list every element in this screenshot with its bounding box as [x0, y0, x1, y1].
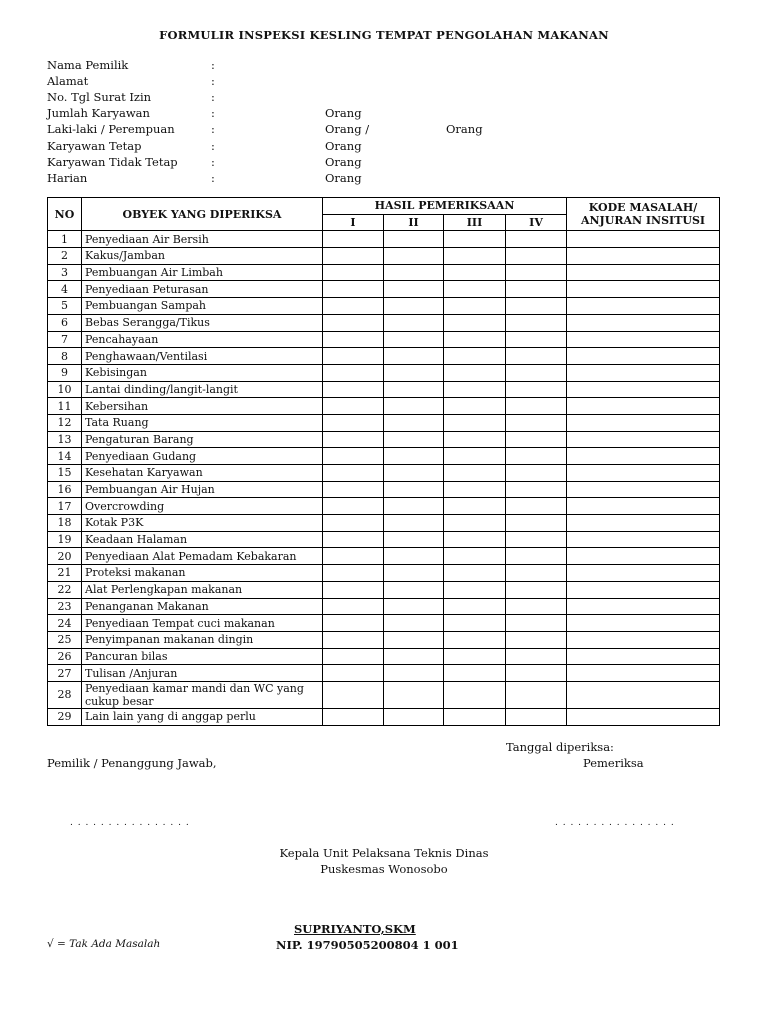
result-cell	[506, 398, 567, 415]
table-row	[48, 648, 720, 665]
result-cell	[384, 581, 444, 598]
col-kode-header: KODE MASALAH/ ANJURAN INSITUSI	[567, 198, 720, 231]
row-object: Overcrowding	[82, 498, 323, 515]
row-number: 25	[48, 631, 82, 648]
col-hasil-header: HASIL PEMERIKSAAN	[323, 198, 567, 215]
result-cell	[506, 631, 567, 648]
row-number: 24	[48, 615, 82, 632]
kode-cell	[567, 431, 720, 448]
kode-cell	[567, 708, 720, 725]
result-cell	[444, 515, 506, 532]
kode-cell	[567, 581, 720, 598]
table-row	[48, 665, 720, 682]
kode-cell	[567, 448, 720, 465]
result-cell	[323, 498, 384, 515]
result-cell	[444, 631, 506, 648]
result-cell	[444, 331, 506, 348]
result-cell	[444, 281, 506, 298]
kode-cell	[567, 231, 720, 248]
result-cell	[323, 615, 384, 632]
sub-col-iv: IV	[506, 214, 567, 231]
result-cell	[506, 331, 567, 348]
table-row	[48, 248, 720, 265]
row-number: 26	[48, 648, 82, 665]
result-cell	[384, 431, 444, 448]
result-cell	[384, 264, 444, 281]
official-nip: NIP. 19790505200804 1 001	[276, 938, 459, 952]
table-row	[48, 314, 720, 331]
result-cell	[444, 615, 506, 632]
col-no-header: NO	[48, 198, 82, 231]
row-object: Pembuangan Sampah	[82, 298, 323, 315]
row-object: Tulisan /Anjuran	[82, 665, 323, 682]
row-object: Penyimpanan makanan dingin	[82, 631, 323, 648]
table-row	[48, 414, 720, 431]
kode-cell	[567, 598, 720, 615]
result-cell	[323, 448, 384, 465]
result-cell	[384, 398, 444, 415]
row-object: Kotak P3K	[82, 515, 323, 532]
kode-cell	[567, 631, 720, 648]
official-name: SUPRIYANTO,SKM	[294, 922, 416, 936]
kepala-title-line2: Puskesmas Wonosobo	[320, 862, 448, 876]
result-cell	[444, 298, 506, 315]
pemilik-label: Pemilik / Penanggung Jawab,	[47, 756, 217, 770]
result-cell	[444, 681, 506, 708]
result-cell	[323, 631, 384, 648]
result-cell	[444, 448, 506, 465]
table-row	[48, 681, 720, 708]
result-cell	[384, 498, 444, 515]
result-cell	[384, 298, 444, 315]
row-number: 2	[48, 248, 82, 265]
field-label: Laki-laki / Perempuan	[47, 122, 175, 137]
result-cell	[323, 648, 384, 665]
result-cell	[384, 681, 444, 708]
row-object: Proteksi makanan	[82, 565, 323, 582]
result-cell	[444, 364, 506, 381]
table-row	[48, 581, 720, 598]
row-number: 14	[48, 448, 82, 465]
table-row	[48, 615, 720, 632]
row-object: Penyediaan Peturasan	[82, 281, 323, 298]
result-cell	[444, 598, 506, 615]
result-cell	[444, 465, 506, 482]
table-row	[48, 515, 720, 532]
row-number: 6	[48, 314, 82, 331]
result-cell	[323, 398, 384, 415]
tanggal-diperiksa-label: Tanggal diperiksa:	[506, 740, 614, 754]
kode-cell	[567, 615, 720, 632]
field-unit: Orang /	[325, 122, 370, 137]
table-row	[48, 631, 720, 648]
result-cell	[384, 565, 444, 582]
table-row	[48, 348, 720, 365]
kode-cell	[567, 531, 720, 548]
result-cell	[444, 548, 506, 565]
field-label: No. Tgl Surat Izin	[47, 90, 152, 105]
result-cell	[506, 531, 567, 548]
result-cell	[323, 381, 384, 398]
row-object: Pencahayaan	[82, 331, 323, 348]
owner-signature-line: . . . . . . . . . . . . . . . .	[70, 818, 190, 828]
row-number: 16	[48, 481, 82, 498]
result-cell	[444, 498, 506, 515]
result-cell	[384, 364, 444, 381]
row-object: Pembuangan Air Hujan	[82, 481, 323, 498]
field-unit: Orang	[325, 138, 362, 153]
row-number: 27	[48, 665, 82, 682]
result-cell	[384, 648, 444, 665]
sub-col-iii: III	[444, 214, 506, 231]
result-cell	[506, 615, 567, 632]
result-cell	[444, 348, 506, 365]
table-row	[48, 481, 720, 498]
table-row	[48, 531, 720, 548]
kode-cell	[567, 264, 720, 281]
row-number: 17	[48, 498, 82, 515]
result-cell	[506, 648, 567, 665]
result-cell	[444, 648, 506, 665]
kode-cell	[567, 498, 720, 515]
result-cell	[384, 615, 444, 632]
kode-cell	[567, 481, 720, 498]
result-cell	[444, 381, 506, 398]
table-row	[48, 465, 720, 482]
result-cell	[444, 581, 506, 598]
sub-col-ii: II	[384, 214, 444, 231]
row-number: 12	[48, 414, 82, 431]
row-object: Penyediaan Gudang	[82, 448, 323, 465]
field-unit: Orang	[325, 106, 362, 121]
result-cell	[444, 398, 506, 415]
result-cell	[384, 548, 444, 565]
result-cell	[444, 314, 506, 331]
row-number: 13	[48, 431, 82, 448]
result-cell	[384, 331, 444, 348]
result-cell	[323, 565, 384, 582]
result-cell	[323, 581, 384, 598]
table-row	[48, 565, 720, 582]
field-label: Karyawan Tetap	[47, 138, 142, 153]
result-cell	[506, 281, 567, 298]
result-cell	[323, 515, 384, 532]
row-object: Penyediaan Air Bersih	[82, 231, 323, 248]
result-cell	[506, 414, 567, 431]
row-object: Pancuran bilas	[82, 648, 323, 665]
result-cell	[506, 364, 567, 381]
result-cell	[384, 598, 444, 615]
result-cell	[384, 348, 444, 365]
result-cell	[323, 264, 384, 281]
result-cell	[506, 498, 567, 515]
row-number: 23	[48, 598, 82, 615]
row-number: 11	[48, 398, 82, 415]
result-cell	[506, 515, 567, 532]
inspector-signature-line: . . . . . . . . . . . . . . . .	[555, 818, 675, 828]
result-cell	[506, 665, 567, 682]
result-cell	[323, 665, 384, 682]
row-object: Kesehatan Karyawan	[82, 465, 323, 482]
row-object: Kebisingan	[82, 364, 323, 381]
row-object: Penyediaan Alat Pemadam Kebakaran	[82, 548, 323, 565]
row-object: Tata Ruang	[82, 414, 323, 431]
row-object: Kakus/Jamban	[82, 248, 323, 265]
field-colon: :	[211, 154, 215, 169]
table-row	[48, 548, 720, 565]
result-cell	[506, 314, 567, 331]
kode-cell	[567, 665, 720, 682]
result-cell	[384, 465, 444, 482]
result-cell	[323, 298, 384, 315]
kode-cell	[567, 381, 720, 398]
result-cell	[323, 364, 384, 381]
result-cell	[506, 481, 567, 498]
kepala-title-line1: Kepala Unit Pelaksana Teknis Dinas	[279, 846, 489, 860]
result-cell	[323, 348, 384, 365]
row-number: 7	[48, 331, 82, 348]
result-cell	[323, 465, 384, 482]
row-object: Keadaan Halaman	[82, 531, 323, 548]
result-cell	[444, 565, 506, 582]
kode-cell	[567, 314, 720, 331]
row-number: 8	[48, 348, 82, 365]
result-cell	[506, 581, 567, 598]
field-label: Nama Pemilik	[47, 58, 129, 72]
result-cell	[384, 248, 444, 265]
result-cell	[444, 481, 506, 498]
kode-cell	[567, 648, 720, 665]
field-label: Alamat	[47, 74, 89, 89]
result-cell	[384, 231, 444, 248]
row-number: 18	[48, 515, 82, 532]
result-cell	[506, 381, 567, 398]
result-cell	[384, 631, 444, 648]
table-header-row	[48, 198, 720, 215]
result-cell	[506, 681, 567, 708]
kode-cell	[567, 298, 720, 315]
result-cell	[506, 465, 567, 482]
field-label: Harian	[47, 170, 88, 185]
field-label: Karyawan Tidak Tetap	[47, 154, 178, 169]
row-object: Alat Perlengkapan makanan	[82, 581, 323, 598]
result-cell	[444, 431, 506, 448]
result-cell	[506, 264, 567, 281]
kode-cell	[567, 515, 720, 532]
result-cell	[384, 515, 444, 532]
table-row	[48, 281, 720, 298]
row-object: Lain lain yang di anggap perlu	[82, 708, 323, 725]
row-number: 15	[48, 465, 82, 482]
result-cell	[323, 531, 384, 548]
table-row	[48, 364, 720, 381]
result-cell	[384, 281, 444, 298]
result-cell	[384, 314, 444, 331]
legend-text: Tak Ada Masalah	[69, 938, 161, 950]
row-object: Penyediaan kamar mandi dan WC yang cukup besar	[82, 681, 323, 708]
result-cell	[506, 448, 567, 465]
kode-cell	[567, 465, 720, 482]
row-object: Bebas Serangga/Tikus	[82, 314, 323, 331]
kode-cell	[567, 248, 720, 265]
row-number: 21	[48, 565, 82, 582]
result-cell	[384, 531, 444, 548]
table-row	[48, 264, 720, 281]
field-colon: :	[211, 170, 215, 185]
sub-col-i: I	[323, 214, 384, 231]
kode-cell	[567, 565, 720, 582]
result-cell	[506, 248, 567, 265]
row-number: 1	[48, 231, 82, 248]
kode-cell	[567, 364, 720, 381]
result-cell	[323, 231, 384, 248]
row-object: Kebersihan	[82, 398, 323, 415]
row-number: 9	[48, 364, 82, 381]
table-row	[48, 431, 720, 448]
table-row	[48, 298, 720, 315]
row-object: Pembuangan Air Limbah	[82, 264, 323, 281]
legend	[47, 938, 160, 950]
row-object: Lantai dinding/langit-langit	[82, 381, 323, 398]
table-row	[48, 331, 720, 348]
result-cell	[323, 248, 384, 265]
result-cell	[384, 481, 444, 498]
row-object: Penyediaan Tempat cuci makanan	[82, 615, 323, 632]
field-colon: :	[211, 74, 215, 89]
row-number: 4	[48, 281, 82, 298]
field-colon: :	[211, 106, 215, 121]
result-cell	[323, 681, 384, 708]
kode-cell	[567, 681, 720, 708]
result-cell	[506, 598, 567, 615]
result-cell	[323, 481, 384, 498]
table-row	[48, 598, 720, 615]
field-unit: Orang	[325, 170, 362, 185]
field-colon: :	[211, 138, 215, 153]
row-number: 5	[48, 298, 82, 315]
row-number: 19	[48, 531, 82, 548]
field-label: Jumlah Karyawan	[47, 106, 150, 121]
result-cell	[506, 348, 567, 365]
result-cell	[444, 264, 506, 281]
result-cell	[323, 281, 384, 298]
pemeriksa-label: Pemeriksa	[583, 756, 644, 770]
kode-cell	[567, 414, 720, 431]
field-colon: :	[211, 90, 215, 105]
result-cell	[384, 414, 444, 431]
field-unit-second: Orang	[446, 122, 483, 137]
kode-cell	[567, 348, 720, 365]
row-number: 10	[48, 381, 82, 398]
row-number: 28	[48, 681, 82, 708]
result-cell	[384, 381, 444, 398]
field-colon: :	[211, 58, 215, 72]
table-row	[48, 231, 720, 248]
row-number: 20	[48, 548, 82, 565]
kode-cell	[567, 548, 720, 565]
col-object-header: OBYEK YANG DIPERIKSA	[82, 198, 323, 231]
inspection-table	[47, 197, 720, 726]
result-cell	[384, 665, 444, 682]
checkmark-icon: √ =	[47, 938, 66, 950]
result-cell	[506, 431, 567, 448]
row-number: 22	[48, 581, 82, 598]
field-unit: Orang	[325, 154, 362, 169]
result-cell	[506, 298, 567, 315]
result-cell	[384, 708, 444, 725]
result-cell	[444, 708, 506, 725]
kode-cell	[567, 281, 720, 298]
table-row	[48, 398, 720, 415]
result-cell	[444, 665, 506, 682]
result-cell	[444, 414, 506, 431]
table-row	[48, 498, 720, 515]
result-cell	[506, 231, 567, 248]
kode-cell	[567, 398, 720, 415]
row-number: 29	[48, 708, 82, 725]
result-cell	[444, 231, 506, 248]
table-row	[48, 448, 720, 465]
row-object: Penanganan Makanan	[82, 598, 323, 615]
result-cell	[444, 248, 506, 265]
field-colon: :	[211, 122, 215, 137]
row-object: Penghawaan/Ventilasi	[82, 348, 323, 365]
result-cell	[323, 708, 384, 725]
kode-cell	[567, 331, 720, 348]
row-object: Pengaturan Barang	[82, 431, 323, 448]
result-cell	[323, 314, 384, 331]
result-cell	[323, 598, 384, 615]
result-cell	[506, 548, 567, 565]
table-row	[48, 708, 720, 725]
result-cell	[384, 448, 444, 465]
result-cell	[444, 531, 506, 548]
result-cell	[323, 431, 384, 448]
result-cell	[506, 708, 567, 725]
form-title: FORMULIR INSPEKSI KESLING TEMPAT PENGOLAHAN MAKANAN	[159, 28, 609, 42]
result-cell	[323, 548, 384, 565]
table-row	[48, 381, 720, 398]
result-cell	[323, 414, 384, 431]
result-cell	[323, 331, 384, 348]
result-cell	[506, 565, 567, 582]
row-number: 3	[48, 264, 82, 281]
